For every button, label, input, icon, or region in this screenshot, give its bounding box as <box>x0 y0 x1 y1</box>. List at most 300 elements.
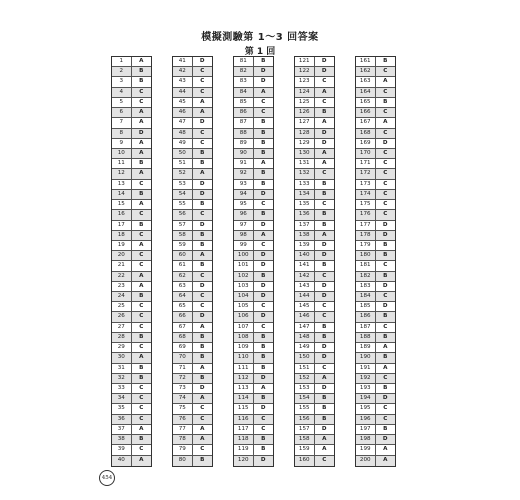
table-row <box>173 353 212 363</box>
table-row <box>356 139 395 149</box>
table-row <box>112 261 151 271</box>
question-number: 152 <box>295 374 315 383</box>
answer-letter: D <box>260 456 266 463</box>
question-number: 137 <box>295 221 315 230</box>
table-row <box>173 272 212 282</box>
table-row <box>173 415 212 425</box>
answer-letter: C <box>261 201 266 208</box>
answer-tables <box>0 56 520 466</box>
table-row <box>234 77 273 87</box>
table-row <box>234 292 273 302</box>
question-number: 26 <box>112 312 132 321</box>
answer-letter: C <box>139 231 144 238</box>
answer-letter: A <box>383 344 388 351</box>
table-row <box>356 394 395 404</box>
question-number: 91 <box>234 159 254 168</box>
question-number: 20 <box>112 251 132 260</box>
question-number: 113 <box>234 384 254 393</box>
question-number: 38 <box>112 435 132 444</box>
answer-letter: C <box>200 293 205 300</box>
answer-letter: B <box>261 446 266 453</box>
answer-letter: A <box>322 374 327 381</box>
answer-letter: D <box>199 282 205 289</box>
table-row <box>112 57 151 67</box>
question-number: 59 <box>173 241 193 250</box>
question-number: 94 <box>234 190 254 199</box>
table-row <box>112 456 151 466</box>
question-number: 79 <box>173 445 193 454</box>
answer-letter: B <box>322 211 327 218</box>
question-number: 190 <box>356 353 376 362</box>
question-number: 193 <box>356 384 376 393</box>
table-row <box>295 180 334 190</box>
question-number: 61 <box>173 261 193 270</box>
question-number: 148 <box>295 333 315 342</box>
table-row <box>234 445 273 455</box>
answer-letter: B <box>261 139 266 146</box>
table-row <box>356 200 395 210</box>
question-number: 171 <box>356 159 376 168</box>
answer-letter: B <box>322 190 327 197</box>
page-title: 模擬測驗第 1～3 回答案 <box>201 32 319 43</box>
answer-letter: D <box>382 221 388 228</box>
table-row <box>234 251 273 261</box>
table-row <box>234 333 273 343</box>
question-number: 111 <box>234 364 254 373</box>
answer-letter: B <box>261 354 266 361</box>
question-number: 138 <box>295 231 315 240</box>
answer-letter: A <box>261 88 266 95</box>
table-row <box>112 210 151 220</box>
question-number: 198 <box>356 435 376 444</box>
question-number: 103 <box>234 282 254 291</box>
question-number: 167 <box>356 118 376 127</box>
answer-letter: D <box>321 252 327 259</box>
answer-letter: B <box>139 333 144 340</box>
answer-letter: B <box>261 272 266 279</box>
table-row <box>112 384 151 394</box>
answer-letter: C <box>139 98 144 105</box>
answer-letter: C <box>200 446 205 453</box>
question-number: 105 <box>234 302 254 311</box>
question-number: 90 <box>234 149 254 158</box>
question-number: 10 <box>112 149 132 158</box>
table-row <box>234 139 273 149</box>
table-row <box>112 343 151 353</box>
answer-letter: D <box>260 405 266 412</box>
answer-letter: C <box>322 303 327 310</box>
table-row <box>112 272 151 282</box>
question-number: 136 <box>295 210 315 219</box>
answer-letter: B <box>139 364 144 371</box>
answer-letter: B <box>322 262 327 269</box>
answer-letter: C <box>261 241 266 248</box>
question-number: 40 <box>112 456 132 466</box>
answer-letter: B <box>383 313 388 320</box>
answer-letter: D <box>260 252 266 259</box>
answer-letter: C <box>383 211 388 218</box>
question-number: 200 <box>356 456 376 466</box>
answer-letter: C <box>383 415 388 422</box>
question-number: 28 <box>112 333 132 342</box>
answer-letter: B <box>322 221 327 228</box>
answer-letter: D <box>199 119 205 126</box>
answer-letter: B <box>261 395 266 402</box>
table-row <box>234 302 273 312</box>
table-row <box>295 374 334 384</box>
answer-letter: C <box>322 456 327 463</box>
answer-letter: A <box>139 282 144 289</box>
answer-letter: C <box>383 374 388 381</box>
table-row <box>295 139 334 149</box>
table-row <box>234 353 273 363</box>
table-row <box>234 98 273 108</box>
table-row <box>112 108 151 118</box>
table-row <box>173 333 212 343</box>
table-row <box>295 210 334 220</box>
table-row <box>234 159 273 169</box>
answer-letter: A <box>261 385 266 391</box>
table-row <box>295 445 334 455</box>
table-row <box>173 129 212 139</box>
answer-letter: D <box>138 129 144 136</box>
question-number: 66 <box>173 312 193 321</box>
question-number: 129 <box>295 139 315 148</box>
table-row <box>295 302 334 312</box>
answer-letter: A <box>200 98 205 105</box>
question-number: 93 <box>234 180 254 189</box>
question-number: 3 <box>112 77 132 86</box>
answer-letter: B <box>383 272 388 279</box>
answer-letter: A <box>139 58 144 64</box>
question-number: 192 <box>356 374 376 383</box>
question-number: 151 <box>295 364 315 373</box>
question-number: 85 <box>234 98 254 107</box>
answer-table-4 <box>294 56 335 467</box>
question-number: 195 <box>356 404 376 413</box>
question-number: 73 <box>173 384 193 393</box>
answer-letter: B <box>383 241 388 248</box>
question-number: 86 <box>234 108 254 117</box>
answer-letter: A <box>139 109 144 116</box>
answer-letter: C <box>139 313 144 320</box>
question-number: 150 <box>295 353 315 362</box>
answer-letter: C <box>383 109 388 116</box>
answer-letter: C <box>200 78 205 85</box>
table-row <box>234 312 273 322</box>
answer-letter: D <box>321 344 327 351</box>
table-row <box>173 323 212 333</box>
table-row <box>234 129 273 139</box>
answer-letter: D <box>382 395 388 402</box>
question-number: 60 <box>173 251 193 260</box>
table-row <box>295 456 334 466</box>
table-row <box>356 364 395 374</box>
answer-letter: D <box>382 436 388 443</box>
answer-letter: B <box>322 395 327 402</box>
question-number: 165 <box>356 98 376 107</box>
answer-letter: D <box>260 374 266 381</box>
table-row <box>356 98 395 108</box>
table-row <box>234 169 273 179</box>
answer-letter: D <box>199 58 205 64</box>
answer-letter: B <box>200 344 205 351</box>
question-number: 179 <box>356 241 376 250</box>
table-row <box>234 108 273 118</box>
table-row <box>295 333 334 343</box>
question-number: 58 <box>173 231 193 240</box>
answer-letter: A <box>200 364 205 371</box>
answer-letter: D <box>321 241 327 248</box>
question-number: 17 <box>112 221 132 230</box>
answer-letter: A <box>139 139 144 146</box>
question-number: 169 <box>356 139 376 148</box>
table-row <box>112 67 151 77</box>
table-row <box>356 343 395 353</box>
answer-letter: B <box>322 323 327 330</box>
answer-table-2 <box>172 56 213 467</box>
question-number: 181 <box>356 261 376 270</box>
question-number: 8 <box>112 129 132 138</box>
question-number: 155 <box>295 404 315 413</box>
question-number: 106 <box>234 312 254 321</box>
table-row <box>173 190 212 200</box>
question-number: 62 <box>173 272 193 281</box>
answer-letter: B <box>383 354 388 361</box>
answer-letter: B <box>261 170 266 177</box>
table-row <box>112 404 151 414</box>
question-number: 36 <box>112 415 132 424</box>
question-number: 4 <box>112 88 132 97</box>
answer-letter: D <box>382 303 388 310</box>
table-row <box>234 200 273 210</box>
answer-letter: D <box>321 425 327 432</box>
answer-letter: C <box>383 68 388 75</box>
answer-letter: C <box>139 211 144 218</box>
table-row <box>356 292 395 302</box>
question-number: 21 <box>112 261 132 270</box>
answer-letter: D <box>321 58 327 64</box>
answer-letter: D <box>199 190 205 197</box>
question-number: 145 <box>295 302 315 311</box>
section-title: 第 1 回 <box>244 47 276 57</box>
answer-letter: D <box>199 313 205 320</box>
question-number: 164 <box>356 88 376 97</box>
answer-letter: C <box>383 160 388 167</box>
table-row <box>295 415 334 425</box>
table-row <box>356 435 395 445</box>
table-row <box>173 180 212 190</box>
question-number: 71 <box>173 364 193 373</box>
question-number: 63 <box>173 282 193 291</box>
answer-letter: C <box>322 272 327 279</box>
answer-letter: B <box>261 58 266 64</box>
answer-letter: D <box>382 231 388 238</box>
question-number: 56 <box>173 210 193 219</box>
table-row <box>295 312 334 322</box>
table-row <box>295 394 334 404</box>
answer-letter: B <box>261 364 266 371</box>
table-row <box>173 241 212 251</box>
question-number: 49 <box>173 139 193 148</box>
answer-letter: D <box>260 282 266 289</box>
table-row <box>173 292 212 302</box>
question-number: 67 <box>173 323 193 332</box>
answer-letter: B <box>261 211 266 218</box>
question-number: 18 <box>112 231 132 240</box>
answer-letter: D <box>260 293 266 300</box>
answer-letter: B <box>383 425 388 432</box>
question-number: 77 <box>173 425 193 434</box>
answer-letter: C <box>322 78 327 85</box>
table-row <box>234 364 273 374</box>
answer-letter: B <box>139 160 144 167</box>
table-row <box>234 231 273 241</box>
question-number: 166 <box>356 108 376 117</box>
table-row <box>173 98 212 108</box>
table-row <box>112 77 151 87</box>
answer-letter: C <box>139 385 144 391</box>
answer-letter: A <box>139 354 144 361</box>
table-row <box>295 404 334 414</box>
table-row <box>234 435 273 445</box>
question-number: 116 <box>234 415 254 424</box>
answer-letter: C <box>200 405 205 412</box>
table-row <box>234 272 273 282</box>
question-number: 162 <box>356 67 376 76</box>
answer-letter: B <box>200 231 205 238</box>
question-number: 55 <box>173 200 193 209</box>
question-number: 149 <box>295 343 315 352</box>
answer-letter: A <box>139 201 144 208</box>
question-number: 186 <box>356 312 376 321</box>
table-row <box>356 77 395 87</box>
question-number: 102 <box>234 272 254 281</box>
question-number: 142 <box>295 272 315 281</box>
question-number: 130 <box>295 149 315 158</box>
question-number: 30 <box>112 353 132 362</box>
question-number: 139 <box>295 241 315 250</box>
table-row <box>356 159 395 169</box>
question-number: 170 <box>356 149 376 158</box>
table-row <box>356 404 395 414</box>
table-row <box>295 77 334 87</box>
answer-letter: D <box>321 129 327 136</box>
table-row <box>234 261 273 271</box>
answer-letter: C <box>383 129 388 136</box>
answer-letter: A <box>383 78 388 85</box>
answer-letter: C <box>139 323 144 330</box>
question-number: 74 <box>173 394 193 403</box>
table-row <box>234 394 273 404</box>
answer-letter: C <box>139 405 144 412</box>
answer-letter: C <box>322 98 327 105</box>
table-row <box>295 221 334 231</box>
answer-letter: D <box>382 139 388 146</box>
answer-letter: C <box>261 425 266 432</box>
table-row <box>295 190 334 200</box>
table-row <box>295 98 334 108</box>
answer-letter: C <box>139 180 144 187</box>
answer-letter: A <box>261 231 266 238</box>
question-number: 39 <box>112 445 132 454</box>
table-row <box>173 404 212 414</box>
question-number: 35 <box>112 404 132 413</box>
question-number: 45 <box>173 98 193 107</box>
answer-letter: C <box>322 313 327 320</box>
answer-letter: B <box>200 374 205 381</box>
table-row <box>295 231 334 241</box>
table-row <box>112 88 151 98</box>
question-number: 144 <box>295 292 315 301</box>
table-row <box>173 302 212 312</box>
answer-letter: C <box>322 201 327 208</box>
question-number: 123 <box>295 77 315 86</box>
answer-letter: C <box>383 170 388 177</box>
table-row <box>112 445 151 455</box>
answer-letter: D <box>260 221 266 228</box>
answer-letter: B <box>261 344 266 351</box>
answer-letter: A <box>322 231 327 238</box>
answer-letter: B <box>200 160 205 167</box>
table-row <box>356 333 395 343</box>
table-row <box>234 384 273 394</box>
question-number: 34 <box>112 394 132 403</box>
answer-letter: C <box>383 262 388 269</box>
table-row <box>173 343 212 353</box>
answer-letter: B <box>200 333 205 340</box>
question-number: 141 <box>295 261 315 270</box>
answer-letter: D <box>199 221 205 228</box>
question-number: 177 <box>356 221 376 230</box>
question-number: 180 <box>356 251 376 260</box>
question-number: 97 <box>234 221 254 230</box>
answer-letter: D <box>199 180 205 187</box>
question-number: 157 <box>295 425 315 434</box>
table-row <box>234 415 273 425</box>
question-number: 76 <box>173 415 193 424</box>
table-row <box>356 221 395 231</box>
question-number: 173 <box>356 180 376 189</box>
question-number: 178 <box>356 231 376 240</box>
answer-letter: C <box>200 88 205 95</box>
table-row <box>295 323 334 333</box>
table-row <box>173 108 212 118</box>
table-row <box>295 200 334 210</box>
table-row <box>234 57 273 67</box>
answer-letter: C <box>139 252 144 259</box>
question-number: 54 <box>173 190 193 199</box>
answer-letter: B <box>383 252 388 259</box>
table-row <box>295 108 334 118</box>
table-row <box>173 149 212 159</box>
question-number: 115 <box>234 404 254 413</box>
answer-table-5 <box>355 56 396 467</box>
table-row <box>295 129 334 139</box>
question-number: 128 <box>295 129 315 138</box>
question-number: 176 <box>356 210 376 219</box>
table-row <box>112 129 151 139</box>
question-number: 194 <box>356 394 376 403</box>
question-number: 44 <box>173 88 193 97</box>
answer-letter: C <box>383 190 388 197</box>
table-row <box>295 261 334 271</box>
table-row <box>112 200 151 210</box>
answer-letter: B <box>322 180 327 187</box>
question-number: 107 <box>234 323 254 332</box>
question-number: 32 <box>112 374 132 383</box>
answer-letter: B <box>200 201 205 208</box>
